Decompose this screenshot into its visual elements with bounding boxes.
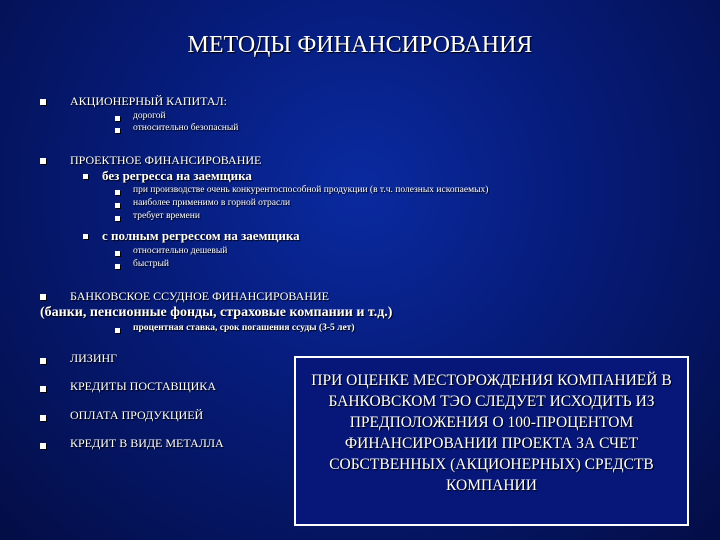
bank-loan-note: (банки, пенсионные фонды, страховые компании и т.д.) (40, 305, 393, 320)
page-title: МЕТОДЫ ФИНАНСИРОВАНИЯ (187, 32, 533, 58)
equity-item: относительно безопасный (133, 123, 239, 133)
without-recourse-item: наиболее применимо в горной отрасли (133, 198, 291, 208)
method-product-payment: ОПЛАТА ПРОДУКЦИЕЙ (70, 408, 204, 422)
bullet-icon (40, 415, 46, 421)
bullet-icon (115, 203, 120, 208)
bullet-icon (115, 216, 120, 221)
bank-loan-label: БАНКОВСКОЕ ССУДНОЕ ФИНАНСИРОВАНИЕ (70, 289, 330, 303)
method-metal-credit: КРЕДИТ В ВИДЕ МЕТАЛЛА (70, 436, 224, 450)
project-financing-label: ПРОЕКТНОЕ ФИНАНСИРОВАНИЕ (70, 153, 262, 167)
note-text: ПРИ ОЦЕНКЕ МЕСТОРОЖДЕНИЯ КОМПАНИЕЙ В БАНКОВСКОМ ТЭО СЛЕДУЕТ ИСХОДИТЬ ИЗ ПРЕДПОЛОЖЕНИЯ О 100-ПРОЦЕНТОМ ФИНАНСИРОВАНИИ ПРОЕКТА ЗА СЧЕТ СОБСТВЕННЫХ (АКЦИОНЕРНЫХ) СРЕДСТВ КОМПАНИИ (311, 372, 672, 494)
bullet-icon (83, 234, 88, 239)
bullet-icon (83, 174, 88, 179)
bullet-icon (40, 294, 46, 300)
bullet-icon (40, 158, 46, 164)
with-recourse-label: с полным регрессом на заемщика (102, 228, 300, 243)
note-box (294, 356, 689, 526)
equity-label: АКЦИОНЕРНЫЙ КАПИТАЛ: (70, 94, 228, 108)
bullet-icon (40, 386, 46, 392)
without-recourse-item: при производстве очень конкурентоспособной продукции (в т.ч. полезных ископаемых) (133, 185, 489, 195)
bank-loan-item: процентная ставка, срок погашения ссуды (3-5 лет) (133, 323, 355, 333)
method-leasing: ЛИЗИНГ (70, 351, 118, 365)
bullet-icon (40, 99, 46, 105)
bullet-icon (40, 358, 46, 364)
with-recourse-item: быстрый (133, 259, 169, 269)
bullet-icon (115, 190, 120, 195)
bullet-icon (115, 251, 120, 256)
bullet-icon (115, 116, 120, 121)
bullet-icon (40, 443, 46, 449)
without-recourse-label: без регресса на заемщика (102, 168, 252, 183)
bullet-icon (115, 264, 120, 269)
equity-item: дорогой (133, 111, 166, 121)
bullet-icon (115, 128, 120, 133)
method-supplier-credit: КРЕДИТЫ ПОСТАВЩИКА (70, 379, 216, 393)
without-recourse-item: требует времени (133, 211, 200, 221)
with-recourse-item: относительно дешевый (133, 246, 228, 256)
bullet-icon (115, 328, 120, 333)
